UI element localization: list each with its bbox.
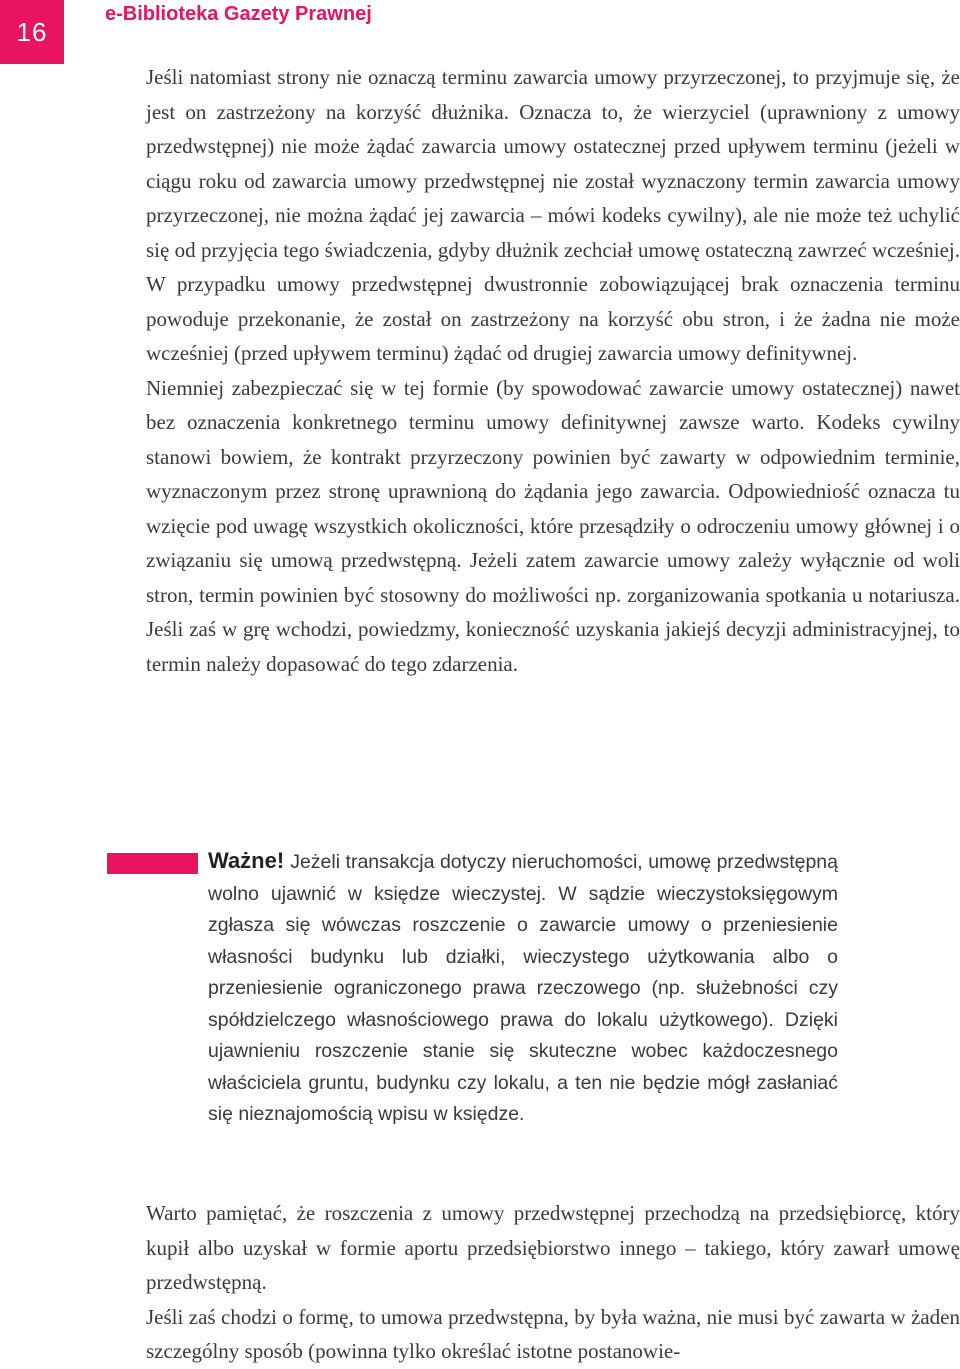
paragraph: Jeśli natomiast strony nie oznaczą terminu zawarcia umowy przyrzeczonej, to przyjmuje się, że jest on zastrzeżony na korzyść dłużnika. Oznacza to, że wierzyciel (uprawniony z umowy przedwstępnej) nie może żądać zawarcia umowy ostatecznej przed upływem terminu (jeżeli w ciągu roku od zawarcia umowy przedwstępnej nie został wyznaczony termin zawarcia umowy przyrzeczonej, nie można żądać jej zawarcia – mówi kodeks cywilny), ale nie może też uchylić się od przyjęcia tego świadczenia, gdyby dłużnik zechciał umowę ostateczną zawrzeć wcześniej. W przypadku umowy przedwstępnej dwustronnie zobowiązującej brak oznaczenia terminu powoduje przekonanie, że został on zastrzeżony na korzyść obu stron, i że żadna nie może wcześniej (przed upływem terminu) żądać od drugiej zawarcia umowy definitywnej. (146, 65, 960, 365)
paragraph: Warto pamiętać, że roszczenia z umowy przedwstępnej przechodzą na przedsiębiorcę, który kupił albo uzyskał w formie aportu przedsiębiorstwo innego – takiego, który zawarł umowę przedwstępną. (146, 1201, 960, 1294)
publication-title: e-Biblioteka Gazety Prawnej (105, 3, 372, 25)
body-text-top (146, 60, 960, 681)
note-heading: Ważne! (208, 848, 285, 873)
page-number: 16 (0, 0, 64, 64)
important-note (208, 845, 838, 1131)
note-marker-bar (107, 853, 198, 874)
body-text-bottom (146, 1196, 960, 1369)
paragraph: Niemniej zabezpieczać się w tej formie (by spowodować zawarcie umowy ostatecznej) nawet bez oznaczenia konkretnego terminu umowy definitywnej zawsze warto. Kodeks cywilny stanowi bowiem, że kontrakt przyrzeczony powinien być zawarty w odpowiednim terminie, wyznaczonym przez stronę uprawnioną do żądania jego zawarcia. Odpowiedniość oznacza tu wzięcie pod uwagę wszystkich okoliczności, które przesądziły o odroczeniu umowy głównej i o związaniu się umową przedwstępną. Jeżeli zatem zawarcie umowy zależy wyłącznie od woli stron, termin powinien być stosowny do możliwości np. zorganizowania spotkania u notariusza. Jeśli zaś w grę wchodzi, powiedzmy, konieczność uzyskania jakiejś decyzji administracyjnej, to termin należy dopasować do tego zdarzenia. (146, 375, 960, 676)
note-text: Jeżeli transakcja dotyczy nieruchomości, umowę przedwstępną wolno ujawnić w księdze wieczystej. W sądzie wieczystoksięgowym zgłasza się wówczas roszczenie o zawarcie umowy o przeniesienie własności budynku lub działki, wieczystego użytkowania albo o przeniesienie ograniczonego prawa rzeczowego (np. służebności czy spółdzielczego własnościowego prawa do lokalu użytkowego). Dzięki ujawnieniu roszczenie stanie się skuteczne wobec każdoczesnego właściciela gruntu, budynku czy lokalu, a ten nie będzie mógł zasłaniać się nieznajomością wpisu w księdze. (208, 851, 838, 1125)
paragraph: Jeśli zaś chodzi o formę, to umowa przedwstępna, by była ważna, nie musi być zawarta w żaden szczególny sposób (powinna tylko określać istotne postanowie- (146, 1304, 960, 1363)
